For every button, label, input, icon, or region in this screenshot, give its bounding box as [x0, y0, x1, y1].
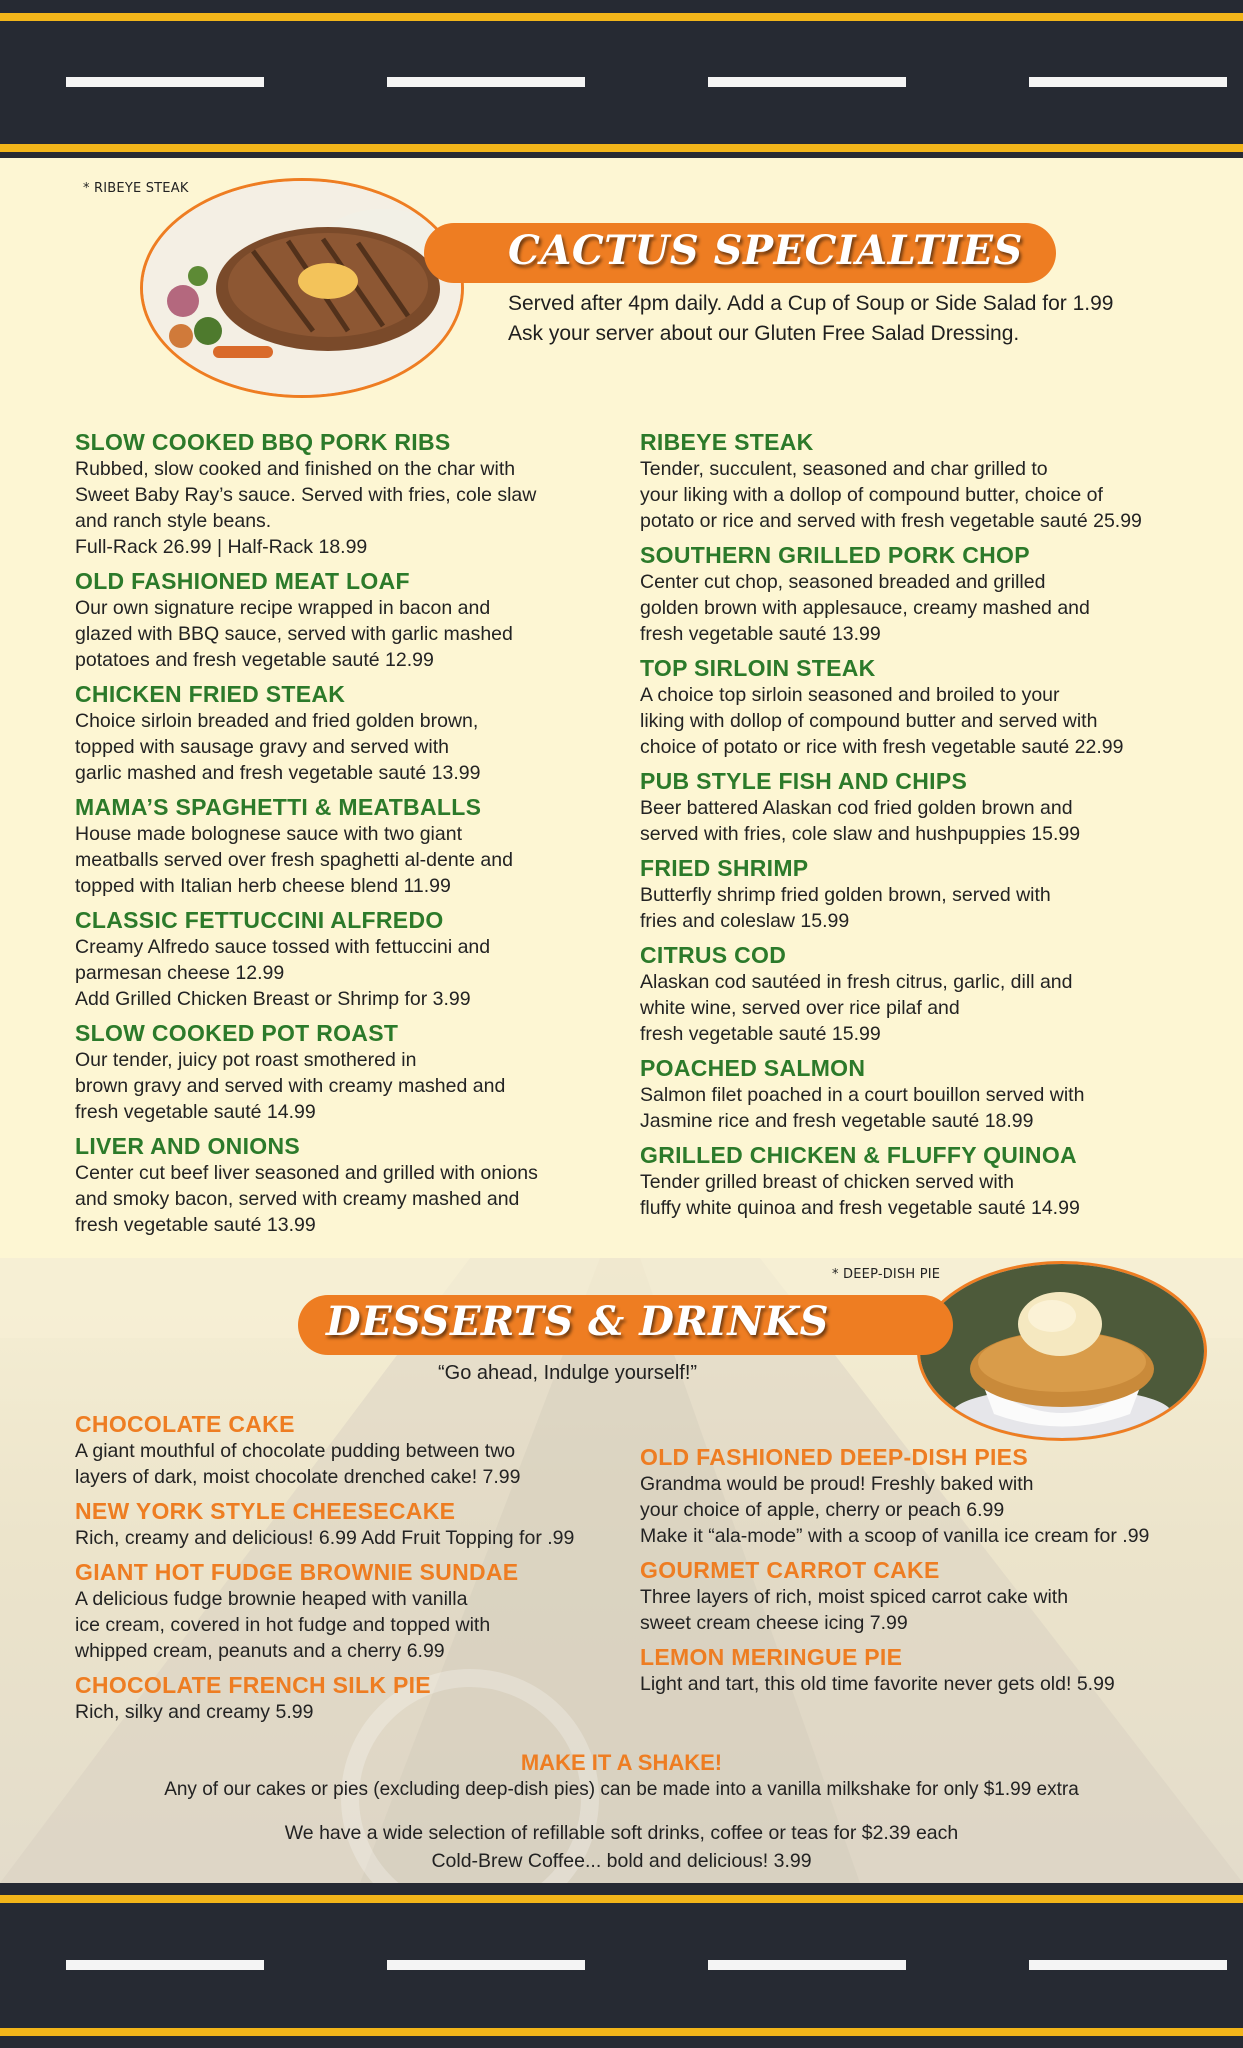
intro-line: Ask your server about our Gluten Free Salad Dressing.: [508, 322, 1020, 345]
menu-item-name: PUB STYLE FISH AND CHIPS: [640, 768, 968, 794]
menu-item-description: Center cut chop, seasoned breaded and grilled golden brown with applesauce, creamy mashed and fresh vegetable sauté 13.99: [640, 571, 1090, 645]
menu-item-description: Tender grilled breast of chicken served with fluffy white quinoa and fresh vegetable sauté 14.99: [640, 1171, 1080, 1219]
menu-item-description: House made bolognese sauce with two giant meatballs served over fresh spaghetti al-dente and topped with Italian herb cheese blend 11.99: [75, 823, 513, 897]
menu-item-description: Butterfly shrimp fried golden brown, served with fries and coleslaw 15.99: [640, 884, 1051, 932]
menu-item-name: SLOW COOKED BBQ PORK RIBS: [75, 429, 451, 455]
menu-item: [640, 941, 1200, 1047]
menu-item-name: CHICKEN FRIED STEAK: [75, 681, 346, 707]
menu-item-name: CITRUS COD: [640, 942, 787, 968]
menu-item: [640, 767, 1200, 847]
menu-item-name: GRILLED CHICKEN & FLUFFY QUINOA: [640, 1142, 1077, 1168]
top-road-band: [0, 0, 1243, 158]
menu-item: [640, 1141, 1200, 1221]
desserts-tagline: “Go ahead, Indulge yourself!”: [438, 1362, 698, 1384]
menu-item: [75, 793, 615, 899]
yellow-line: [0, 1895, 1243, 1903]
desserts-right-column: [640, 1443, 1220, 1704]
menu-item-name: POACHED SALMON: [640, 1055, 866, 1081]
menu-item: [75, 567, 615, 673]
menu-item-name: MAMA’S SPAGHETTI & MEATBALLS: [75, 794, 482, 820]
menu-item-name: OLD FASHIONED MEAT LOAF: [75, 568, 410, 594]
menu-item-name: CLASSIC FETTUCCINI ALFREDO: [75, 907, 444, 933]
menu-item: [75, 1558, 635, 1664]
lane-dash: [1029, 77, 1227, 87]
menu-item-name: LIVER AND ONIONS: [75, 1133, 301, 1159]
menu-item-name: SOUTHERN GRILLED PORK CHOP: [640, 542, 1030, 568]
menu-item-name: GOURMET CARROT CAKE: [640, 1557, 940, 1583]
lane-dash: [66, 1960, 264, 1970]
deep-dish-pie-photo: [917, 1261, 1207, 1441]
menu-item-name: CHOCOLATE FRENCH SILK PIE: [75, 1672, 431, 1698]
shake-description: Any of our cakes or pies (excluding deep-dish pies) can be made into a vanilla milkshake for only $1.99 extra: [164, 1779, 1079, 1800]
menu-item-name: CHOCOLATE CAKE: [75, 1411, 295, 1437]
menu-item: [640, 1643, 1220, 1697]
menu-item-description: Center cut beef liver seasoned and grilled with onions and smoky bacon, served with creamy mashed and fresh vegetable sauté 13.99: [75, 1162, 538, 1236]
menu-item-description: Light and tart, this old time favorite never gets old! 5.99: [640, 1673, 1115, 1695]
menu-item-description: Creamy Alfredo sauce tossed with fettuccini and parmesan cheese 12.99 Add Grilled Chicken Breast or Shrimp for 3.99: [75, 936, 491, 1010]
specialties-intro: [508, 289, 1113, 349]
menu-item: [75, 1132, 615, 1238]
menu-item: [75, 428, 615, 560]
menu-item-name: LEMON MERINGUE PIE: [640, 1644, 903, 1670]
menu-item: [640, 541, 1200, 647]
menu-item-description: Grandma would be proud! Freshly baked with your choice of apple, cherry or peach 6.99 Make it “ala-mode” with a scoop of vanilla ice cream for .99: [640, 1473, 1150, 1547]
intro-line: Served after 4pm daily. Add a Cup of Soup or Side Salad for 1.99: [508, 292, 1114, 315]
menu-item-name: OLD FASHIONED DEEP-DISH PIES: [640, 1444, 1028, 1470]
menu-item: [640, 1054, 1200, 1134]
yellow-line: [0, 2028, 1243, 2036]
lane-dash: [387, 77, 585, 87]
specialties-left-column: [75, 428, 615, 1245]
ribeye-steak-photo: [140, 178, 464, 398]
menu-item: [75, 1671, 635, 1725]
yellow-line: [0, 13, 1243, 21]
desserts-left-column: [75, 1410, 635, 1732]
menu-item: [640, 1556, 1220, 1636]
lane-dash: [1029, 1960, 1227, 1970]
lane-dash: [708, 1960, 906, 1970]
menu-item-description: Rich, creamy and delicious! 6.99 Add Fruit Topping for .99: [75, 1527, 575, 1549]
menu-item-name: TOP SIRLOIN STEAK: [640, 655, 876, 681]
menu-item-description: Alaskan cod sautéed in fresh citrus, garlic, dill and white wine, served over rice pilaf and fresh vegetable sauté 15.99: [640, 971, 1073, 1045]
menu-item-name: FRIED SHRIMP: [640, 855, 809, 881]
menu-item-description: Choice sirloin breaded and fried golden brown, topped with sausage gravy and served with garlic mashed and fresh vegetable sauté 13.99: [75, 710, 481, 784]
specialties-title: CACTUS SPECIALTIES: [508, 227, 1023, 274]
menu-item: [640, 428, 1200, 534]
menu-item: [75, 1019, 615, 1125]
menu-item: [640, 654, 1200, 760]
menu-item-description: Our own signature recipe wrapped in bacon and glazed with BBQ sauce, served with garlic mashed potatoes and fresh vegetable sauté 12.99: [75, 597, 513, 671]
pie-photo-caption: * DEEP-DISH PIE: [832, 1267, 941, 1282]
shake-title: MAKE IT A SHAKE!: [520, 1750, 723, 1775]
menu-item-description: Three layers of rich, moist spiced carrot cake with sweet cream cheese icing 7.99: [640, 1586, 1069, 1634]
specialties-right-column: [640, 428, 1200, 1228]
menu-item: [75, 906, 615, 1012]
desserts-title: DESSERTS & DRINKS: [326, 1298, 830, 1345]
menu-item: [75, 1497, 635, 1551]
menu-item-description: Tender, succulent, seasoned and char grilled to your liking with a dollop of compound butter, choice of potato or rice and served with fresh vegetable sauté 25.99: [640, 458, 1142, 532]
menu-item: [640, 1443, 1220, 1549]
menu-item-description: Beer battered Alaskan cod fried golden brown and served with fries, cole slaw and hushpuppies 15.99: [640, 797, 1081, 845]
lane-dash: [66, 77, 264, 87]
lane-dash: [387, 1960, 585, 1970]
menu-item: [75, 680, 615, 786]
menu-item-name: GIANT HOT FUDGE BROWNIE SUNDAE: [75, 1559, 519, 1585]
menu-item-name: SLOW COOKED POT ROAST: [75, 1020, 399, 1046]
menu-item: [75, 1410, 635, 1490]
menu-item-description: A giant mouthful of chocolate pudding between two layers of dark, moist chocolate drenched cake! 7.99: [75, 1440, 521, 1488]
menu-item-description: Rich, silky and creamy 5.99: [75, 1701, 314, 1723]
menu-item-name: RIBEYE STEAK: [640, 429, 814, 455]
menu-item: [640, 854, 1200, 934]
yellow-line: [0, 144, 1243, 152]
menu-item-name: NEW YORK STYLE CHEESECAKE: [75, 1498, 456, 1524]
ribeye-photo-caption: * RIBEYE STEAK: [83, 181, 189, 196]
lane-dash: [708, 77, 906, 87]
cold-brew-line: Cold-Brew Coffee... bold and delicious! 3.99: [431, 1850, 812, 1872]
menu-item-description: Our tender, juicy pot roast smothered in brown gravy and served with creamy mashed and fresh vegetable sauté 14.99: [75, 1049, 506, 1123]
bottom-road-band: [0, 1883, 1243, 2048]
menu-item-description: Rubbed, slow cooked and finished on the char with Sweet Baby Ray’s sauce. Served with fries, cole slaw and ranch style beans. Full-Rack 26.99 | Half-Rack 18.99: [75, 458, 537, 558]
menu-item-description: A delicious fudge brownie heaped with vanilla ice cream, covered in hot fudge and topped with whipped cream, peanuts and a cherry 6.99: [75, 1588, 491, 1662]
menu-item-description: A choice top sirloin seasoned and broiled to your liking with dollop of compound butter and served with choice of potato or rice with fresh vegetable sauté 22.99: [640, 684, 1124, 758]
menu-item-description: Salmon filet poached in a court bouillon served with Jasmine rice and fresh vegetable sauté 18.99: [640, 1084, 1085, 1132]
drinks-line: We have a wide selection of refillable soft drinks, coffee or teas for $2.39 each: [284, 1822, 959, 1844]
